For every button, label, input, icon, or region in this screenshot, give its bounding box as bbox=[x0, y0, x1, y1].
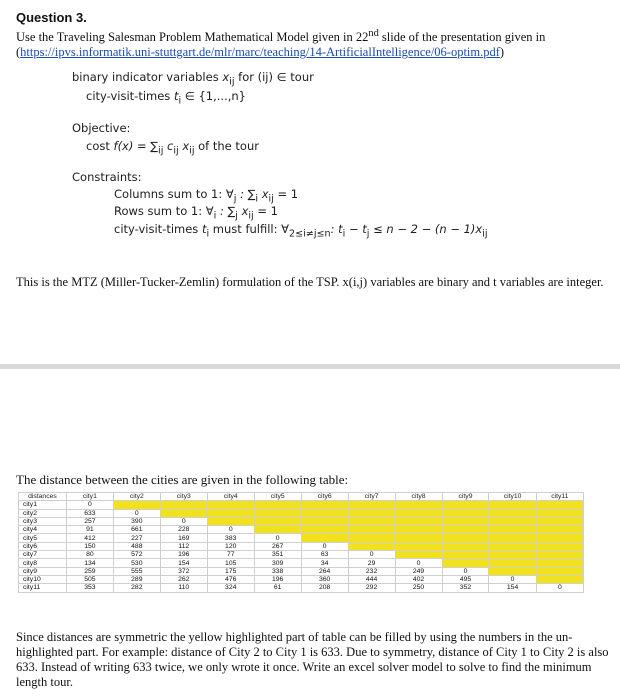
row-header-city6: city6 bbox=[19, 542, 67, 550]
distance-cell: 29 bbox=[348, 559, 395, 567]
table-row bbox=[19, 517, 584, 525]
distance-cell: 154 bbox=[160, 559, 207, 567]
column-header-city1: city1 bbox=[66, 493, 113, 501]
column-header-city7: city7 bbox=[348, 493, 395, 501]
distance-cell: 208 bbox=[301, 584, 348, 592]
distance-cell: 402 bbox=[395, 575, 442, 583]
highlighted-empty-cell bbox=[348, 509, 395, 517]
distance-cell: 61 bbox=[254, 584, 301, 592]
objective-cost-line: cost $f(x) = \sum_{ij}$ $c_{ij}$ $x_{ij}$ of the tour bbox=[86, 139, 259, 157]
highlighted-empty-cell bbox=[536, 575, 583, 583]
closing-paragraph: Since distances are symmetric the yellow highlighted part of table can be filled by using the numbers in the un-highlighted part. For example: distance of City 2 to City 1 is 633. Due to symmetry, distance of City 1 to City 2 is also 633. Instead of writing 633 twice, we only wrote it once. Write an excel solver model to solve to find the minimum length tour. bbox=[16, 630, 609, 689]
distance-cell: 292 bbox=[348, 584, 395, 592]
highlighted-empty-cell bbox=[301, 509, 348, 517]
link-open: ( bbox=[16, 45, 21, 60]
columns-constraint: Columns sum to 1: $\forall_j$ : $\sum_i$ $x_{ij} = 1$ bbox=[114, 187, 299, 205]
row-header-city7: city7 bbox=[19, 551, 67, 559]
highlighted-empty-cell bbox=[395, 509, 442, 517]
column-header-city11: city11 bbox=[536, 493, 583, 501]
distance-cell: 572 bbox=[113, 551, 160, 559]
highlighted-empty-cell bbox=[536, 509, 583, 517]
distance-cell: 282 bbox=[113, 584, 160, 592]
distance-cell: 232 bbox=[348, 567, 395, 575]
distance-cell: 309 bbox=[254, 559, 301, 567]
highlighted-empty-cell bbox=[442, 559, 489, 567]
highlighted-empty-cell bbox=[489, 526, 536, 534]
table-row bbox=[19, 584, 584, 592]
distance-cell: 372 bbox=[160, 567, 207, 575]
highlighted-empty-cell bbox=[207, 501, 254, 509]
row-header-city5: city5 bbox=[19, 534, 67, 542]
row-header-city10: city10 bbox=[19, 575, 67, 583]
highlighted-empty-cell bbox=[536, 534, 583, 542]
distance-cell: 262 bbox=[160, 575, 207, 583]
distance-cell: 530 bbox=[113, 559, 160, 567]
distance-cell: 352 bbox=[442, 584, 489, 592]
distance-cell: 196 bbox=[160, 551, 207, 559]
distance-cell: 351 bbox=[254, 551, 301, 559]
highlighted-empty-cell bbox=[536, 526, 583, 534]
highlighted-empty-cell bbox=[536, 542, 583, 550]
distance-cell: 0 bbox=[536, 584, 583, 592]
highlighted-empty-cell bbox=[254, 501, 301, 509]
distance-cell: 267 bbox=[254, 542, 301, 550]
highlighted-empty-cell bbox=[254, 526, 301, 534]
highlighted-empty-cell bbox=[536, 559, 583, 567]
highlighted-empty-cell bbox=[348, 534, 395, 542]
highlighted-empty-cell bbox=[489, 501, 536, 509]
distance-cell: 0 bbox=[254, 534, 301, 542]
row-header-city1: city1 bbox=[19, 501, 67, 509]
highlighted-empty-cell bbox=[442, 517, 489, 525]
distance-cell: 505 bbox=[66, 575, 113, 583]
question-text-sup: nd bbox=[368, 28, 379, 39]
distance-table-title: The distance between the cities are given in the following table: bbox=[16, 472, 349, 487]
mtz-constraint: city-visit-times $t_i$ must fulfill: $\forall_{2\le i\ne j\le n}$: $t_i - t_j \le n - 2 - (n - 1)x_{ij}$ bbox=[114, 222, 488, 240]
distance-cell: 0 bbox=[442, 567, 489, 575]
highlighted-empty-cell bbox=[301, 534, 348, 542]
highlighted-empty-cell bbox=[395, 542, 442, 550]
highlighted-empty-cell bbox=[489, 542, 536, 550]
distance-cell: 249 bbox=[395, 567, 442, 575]
distance-cell: 0 bbox=[113, 509, 160, 517]
table-row bbox=[19, 509, 584, 517]
objective-label: Objective: bbox=[72, 121, 131, 135]
distance-cell: 0 bbox=[160, 517, 207, 525]
distance-cell: 196 bbox=[254, 575, 301, 583]
distance-cell: 383 bbox=[207, 534, 254, 542]
distance-cell: 289 bbox=[113, 575, 160, 583]
row-header-city8: city8 bbox=[19, 559, 67, 567]
highlighted-empty-cell bbox=[395, 517, 442, 525]
row-header-city2: city2 bbox=[19, 509, 67, 517]
highlighted-empty-cell bbox=[207, 509, 254, 517]
distance-cell: 444 bbox=[348, 575, 395, 583]
highlighted-empty-cell bbox=[442, 551, 489, 559]
column-header-city5: city5 bbox=[254, 493, 301, 501]
table-header-row bbox=[19, 493, 584, 501]
highlighted-empty-cell bbox=[442, 542, 489, 550]
question-title: Question 3. bbox=[16, 10, 87, 25]
mtz-note: This is the MTZ (Miller-Tucker-Zemlin) formulation of the TSP. x(i,j) variables are binary and t variables are integer. bbox=[16, 275, 604, 289]
row-header-city9: city9 bbox=[19, 567, 67, 575]
highlighted-empty-cell bbox=[301, 501, 348, 509]
row-header-city4: city4 bbox=[19, 526, 67, 534]
distance-cell: 228 bbox=[160, 526, 207, 534]
distance-cell: 91 bbox=[66, 526, 113, 534]
highlighted-empty-cell bbox=[254, 509, 301, 517]
highlighted-empty-cell bbox=[395, 501, 442, 509]
highlighted-empty-cell bbox=[489, 517, 536, 525]
table-row bbox=[19, 551, 584, 559]
rows-constraint: Rows sum to 1: $\forall_i$ : $\sum_j$ $x_{ij} = 1$ bbox=[114, 204, 278, 222]
highlighted-empty-cell bbox=[536, 501, 583, 509]
city-visit-times-line: city-visit-times $t_i$ ∈ {1,...,n} bbox=[86, 89, 246, 107]
highlighted-empty-cell bbox=[442, 509, 489, 517]
highlighted-empty-cell bbox=[348, 526, 395, 534]
highlighted-empty-cell bbox=[536, 567, 583, 575]
distance-cell: 0 bbox=[348, 551, 395, 559]
highlighted-empty-cell bbox=[489, 551, 536, 559]
distance-cell: 338 bbox=[254, 567, 301, 575]
distance-cell: 353 bbox=[66, 584, 113, 592]
distance-cell: 0 bbox=[66, 501, 113, 509]
distance-cell: 360 bbox=[301, 575, 348, 583]
question-text-pre: Use the Traveling Salesman Problem Mathematical Model given in 22 bbox=[16, 30, 369, 45]
distance-cell: 112 bbox=[160, 542, 207, 550]
distance-cell: 134 bbox=[66, 559, 113, 567]
distance-cell: 169 bbox=[160, 534, 207, 542]
distance-cell: 661 bbox=[113, 526, 160, 534]
column-header-city4: city4 bbox=[207, 493, 254, 501]
distance-cell: 264 bbox=[301, 567, 348, 575]
constraints-label: Constraints: bbox=[72, 170, 142, 184]
distance-cell: 412 bbox=[66, 534, 113, 542]
distance-table bbox=[18, 492, 584, 593]
distance-cell: 476 bbox=[207, 575, 254, 583]
distance-cell: 0 bbox=[395, 559, 442, 567]
table-row bbox=[19, 501, 584, 509]
distance-cell: 63 bbox=[301, 551, 348, 559]
distance-cell: 250 bbox=[395, 584, 442, 592]
distance-cell: 488 bbox=[113, 542, 160, 550]
highlighted-empty-cell bbox=[489, 534, 536, 542]
distance-cell: 110 bbox=[160, 584, 207, 592]
highlighted-empty-cell bbox=[301, 526, 348, 534]
row-header-city3: city3 bbox=[19, 517, 67, 525]
column-header-city3: city3 bbox=[160, 493, 207, 501]
table-row bbox=[19, 534, 584, 542]
link-close: ) bbox=[499, 45, 505, 60]
distance-cell: 0 bbox=[301, 542, 348, 550]
highlighted-empty-cell bbox=[442, 534, 489, 542]
distance-cell: 227 bbox=[113, 534, 160, 542]
highlighted-empty-cell bbox=[160, 509, 207, 517]
highlighted-empty-cell bbox=[536, 517, 583, 525]
highlighted-empty-cell bbox=[489, 567, 536, 575]
distance-cell: 324 bbox=[207, 584, 254, 592]
highlighted-empty-cell bbox=[348, 542, 395, 550]
table-row bbox=[19, 542, 584, 550]
distance-cell: 495 bbox=[442, 575, 489, 583]
table-row bbox=[19, 567, 584, 575]
column-header-city6: city6 bbox=[301, 493, 348, 501]
distance-cell: 154 bbox=[489, 584, 536, 592]
highlighted-empty-cell bbox=[536, 551, 583, 559]
highlighted-empty-cell bbox=[395, 551, 442, 559]
question-text-post: slide of the presentation given in bbox=[378, 30, 546, 45]
highlighted-empty-cell bbox=[395, 526, 442, 534]
column-header-city9: city9 bbox=[442, 493, 489, 501]
highlighted-empty-cell bbox=[348, 517, 395, 525]
distance-cell: 555 bbox=[113, 567, 160, 575]
distance-cell: 390 bbox=[113, 517, 160, 525]
highlighted-empty-cell bbox=[442, 501, 489, 509]
distance-cell: 105 bbox=[207, 559, 254, 567]
distance-cell: 259 bbox=[66, 567, 113, 575]
highlighted-empty-cell bbox=[113, 501, 160, 509]
table-row bbox=[19, 575, 584, 583]
highlighted-empty-cell bbox=[489, 509, 536, 517]
column-header-city8: city8 bbox=[395, 493, 442, 501]
distance-cell: 120 bbox=[207, 542, 254, 550]
distance-cell: 80 bbox=[66, 551, 113, 559]
distance-cell: 633 bbox=[66, 509, 113, 517]
distance-cell: 150 bbox=[66, 542, 113, 550]
distance-cell: 0 bbox=[207, 526, 254, 534]
column-header-city10: city10 bbox=[489, 493, 536, 501]
highlighted-empty-cell bbox=[348, 501, 395, 509]
highlighted-empty-cell bbox=[301, 517, 348, 525]
presentation-link[interactable]: https://ipvs.informatik.uni-stuttgart.de/mlr/marc/teaching/14-ArtificialIntelligence/06-optim.pdf bbox=[20, 45, 500, 60]
distance-cell: 175 bbox=[207, 567, 254, 575]
table-corner-header: distances bbox=[19, 493, 67, 501]
distance-cell: 257 bbox=[66, 517, 113, 525]
table-row bbox=[19, 559, 584, 567]
highlighted-empty-cell bbox=[160, 501, 207, 509]
highlighted-empty-cell bbox=[395, 534, 442, 542]
column-header-city2: city2 bbox=[113, 493, 160, 501]
table-body bbox=[19, 501, 584, 592]
binary-variables-line: binary indicator variables $x_{ij}$ for (ij) ∈ tour bbox=[72, 70, 314, 88]
question-text bbox=[16, 26, 612, 60]
highlighted-empty-cell bbox=[207, 517, 254, 525]
distance-cell: 77 bbox=[207, 551, 254, 559]
section-separator bbox=[0, 364, 620, 369]
distance-cell: 0 bbox=[489, 575, 536, 583]
highlighted-empty-cell bbox=[489, 559, 536, 567]
distance-cell: 34 bbox=[301, 559, 348, 567]
table-row bbox=[19, 526, 584, 534]
highlighted-empty-cell bbox=[254, 517, 301, 525]
row-header-city11: city11 bbox=[19, 584, 67, 592]
highlighted-empty-cell bbox=[442, 526, 489, 534]
distance-table-container bbox=[18, 492, 584, 593]
